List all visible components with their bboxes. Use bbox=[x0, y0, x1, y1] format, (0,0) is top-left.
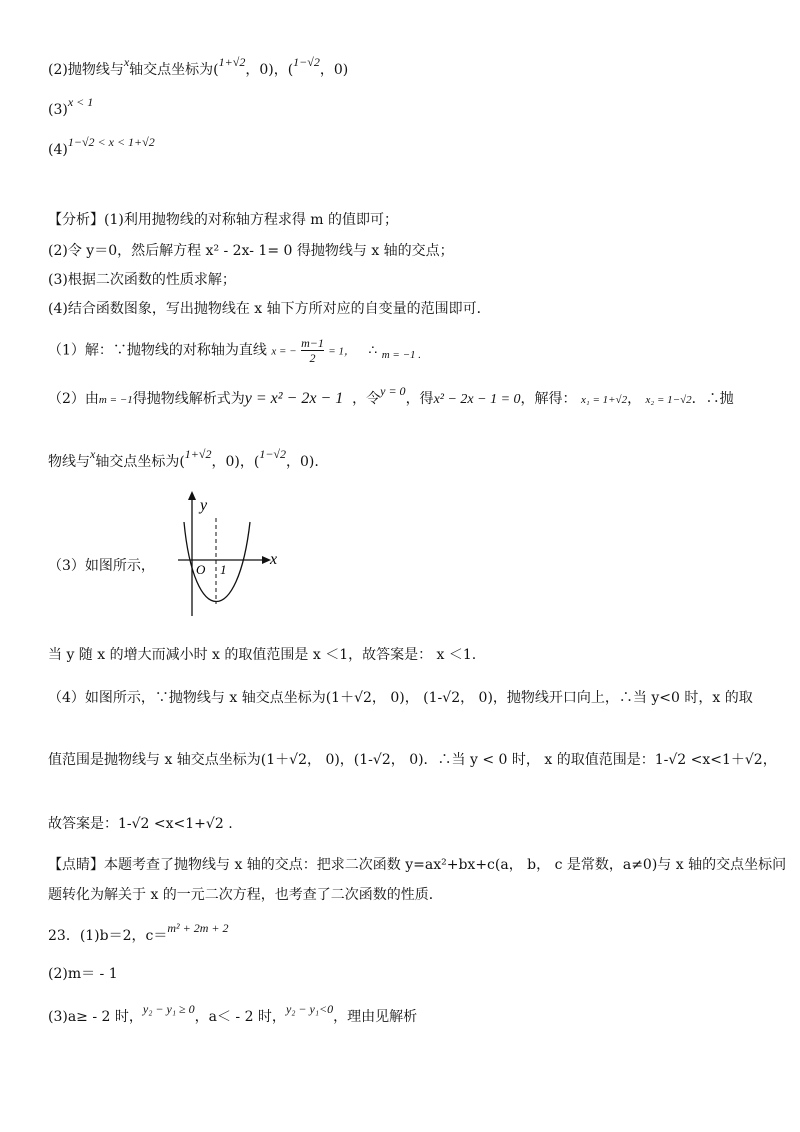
solution-2-text-d: ，得 bbox=[405, 391, 434, 407]
q23-part-1-expr: m² + 2m + 2 bbox=[167, 921, 229, 935]
answer-4 bbox=[48, 135, 155, 160]
y-axis-label: y bbox=[200, 497, 208, 514]
answer-2-x: x bbox=[123, 55, 130, 69]
q23-part-3-text-a: (3)a≥ - 2 时， bbox=[48, 1009, 143, 1025]
solution-2-point1: 1+√2 bbox=[184, 447, 212, 461]
x-axis-label: x bbox=[270, 551, 278, 568]
y-axis-arrow bbox=[188, 491, 196, 500]
solution-2-text-c: ，令 bbox=[352, 391, 381, 407]
solution-1-rhs: = 1， bbox=[328, 345, 355, 358]
comment-line-1: 【点睛】本题考查了抛物线与 x 轴的交点：把求二次函数 y=ax²+bx+c(a， b， c 是常数，a≠0)与 x 轴的交点坐标问 bbox=[48, 857, 787, 873]
origin-label: O bbox=[196, 562, 206, 577]
solution-1-fraction bbox=[301, 336, 324, 365]
solution-2-parabola: y = x² − 2x − 1 bbox=[244, 390, 344, 407]
q23-part-2: (2)m＝ - 1 bbox=[48, 966, 118, 982]
solution-2-x2: x₂ = 1−√2 bbox=[645, 394, 692, 406]
answer-4-label: (4) bbox=[48, 142, 68, 158]
q23-part-1 bbox=[48, 921, 229, 946]
solution-3-answer: 当 y 随 x 的增大而减小时 x 的取值范围是 x ＜1，故答案是： x ＜1. bbox=[48, 647, 477, 663]
answer-2-sep: ，0)，( bbox=[245, 62, 294, 78]
answer-2-point1: 1+√2 bbox=[218, 55, 246, 69]
answer-2-point2: 1−√2 bbox=[293, 55, 320, 69]
solution-4-line-3: 故答案是：1-√2 <x<1+√2 . bbox=[48, 816, 233, 832]
solution-4-line-2: 值范围是抛物线与 x 轴交点坐标为(1＋√2， 0)，(1-√2， 0)．∴当 y < 0 时， x 的取值范围是：1-√2 <x<1＋√2， bbox=[48, 752, 777, 768]
solution-2-text-f: ．∴抛 bbox=[691, 391, 734, 407]
answer-3 bbox=[48, 95, 94, 120]
answer-2-end: ，0) bbox=[319, 62, 349, 78]
solution-1-denominator: 2 bbox=[309, 351, 316, 365]
solution-2-text-h: 轴交点坐标为( bbox=[95, 454, 185, 470]
solution-1-numerator: m−1 bbox=[301, 336, 324, 350]
solution-2-text-e: ，解得： bbox=[520, 391, 577, 407]
solution-2-line-1: （2）由m = −1得抛物线解析式为y = x² − 2x − 1 ，令y = 0，得x² − 2x − 1 = 0，解得： x₁ = 1+√2， x₂ = 1−√2．∴抛 bbox=[48, 384, 734, 407]
solution-2-text-j: ，0). bbox=[286, 454, 319, 470]
solution-2-y: y = 0 bbox=[380, 384, 406, 398]
solution-2-m: m = −1 bbox=[98, 394, 133, 406]
comment-line-2: 题转化为解关于 x 的一元二次方程，也考查了二次函数的性质． bbox=[48, 887, 443, 903]
analysis-line-3: (3)根据二次函数的性质求解； bbox=[48, 272, 236, 288]
solution-2-text-g: 物线与 bbox=[48, 454, 90, 470]
answer-2 bbox=[48, 55, 349, 80]
answer-4-expr: 1−√2 < x < 1+√2 bbox=[67, 135, 155, 149]
answer-2-mid: 轴交点坐标为( bbox=[129, 62, 219, 78]
answer-2-prefix: (2)抛物线与 bbox=[48, 62, 124, 78]
solution-4-line-1: （4）如图所示，∵抛物线与 x 轴交点坐标为(1＋√2， 0)， (1-√2， 0)，抛物线开口向上，∴当 y<0 时，x 的取 bbox=[48, 690, 753, 706]
solution-2-line-2 bbox=[48, 447, 319, 472]
solution-2-gx: x bbox=[90, 447, 96, 461]
solution-1-text: （1）解：∵抛物线的对称轴为直线 bbox=[48, 342, 267, 359]
analysis-line-2: (2)令 y＝0，然后解方程 x² - 2x- 1= 0 得抛物线与 x 轴的交点； bbox=[48, 243, 454, 259]
solution-1-lhs: x = − bbox=[271, 345, 297, 358]
answer-3-label: (3) bbox=[48, 102, 68, 118]
q23-part-3-text-b: ，a＜ - 2 时， bbox=[194, 1009, 286, 1025]
q23-part-3 bbox=[48, 1002, 418, 1027]
analysis-line-4: (4)结合函数图象，写出抛物线在 x 轴下方所对应的自变量的范围即可． bbox=[48, 301, 491, 317]
q23-part-3-text-c: ，理由见解析 bbox=[333, 1009, 418, 1025]
therefore-symbol: ∴ bbox=[368, 342, 378, 359]
solution-2-x1: x₁ = 1+√2 bbox=[580, 394, 628, 406]
answer-3-expr: x < 1 bbox=[67, 95, 94, 109]
solution-1-result: m = −1 . bbox=[381, 348, 421, 361]
q23-part-1-text: 23．(1)b＝2，c＝ bbox=[48, 928, 168, 944]
solution-1 bbox=[48, 336, 421, 365]
solution-2-text-b: 得抛物线解析式为 bbox=[132, 391, 245, 407]
solution-2-text-i: ，0)，( bbox=[211, 454, 260, 470]
parabola-graph bbox=[170, 488, 290, 620]
q23-part-3-expr-2: y₂ − y₁<0 bbox=[285, 1002, 334, 1016]
solution-3-label: （3）如图所示， bbox=[48, 558, 155, 574]
tick-label-1: 1 bbox=[220, 562, 227, 577]
solution-2-text-a: （2）由 bbox=[48, 391, 99, 407]
analysis-line-1: 【分析】(1)利用抛物线的对称轴方程求得 m 的值即可； bbox=[48, 212, 399, 228]
parabola-curve bbox=[184, 522, 250, 602]
solution-2-point2: 1−√2 bbox=[259, 447, 287, 461]
solution-2-equation: x² − 2x − 1 = 0 bbox=[433, 392, 521, 407]
q23-part-3-expr-1: y₂ − y₁ ≥ 0 bbox=[142, 1002, 195, 1016]
